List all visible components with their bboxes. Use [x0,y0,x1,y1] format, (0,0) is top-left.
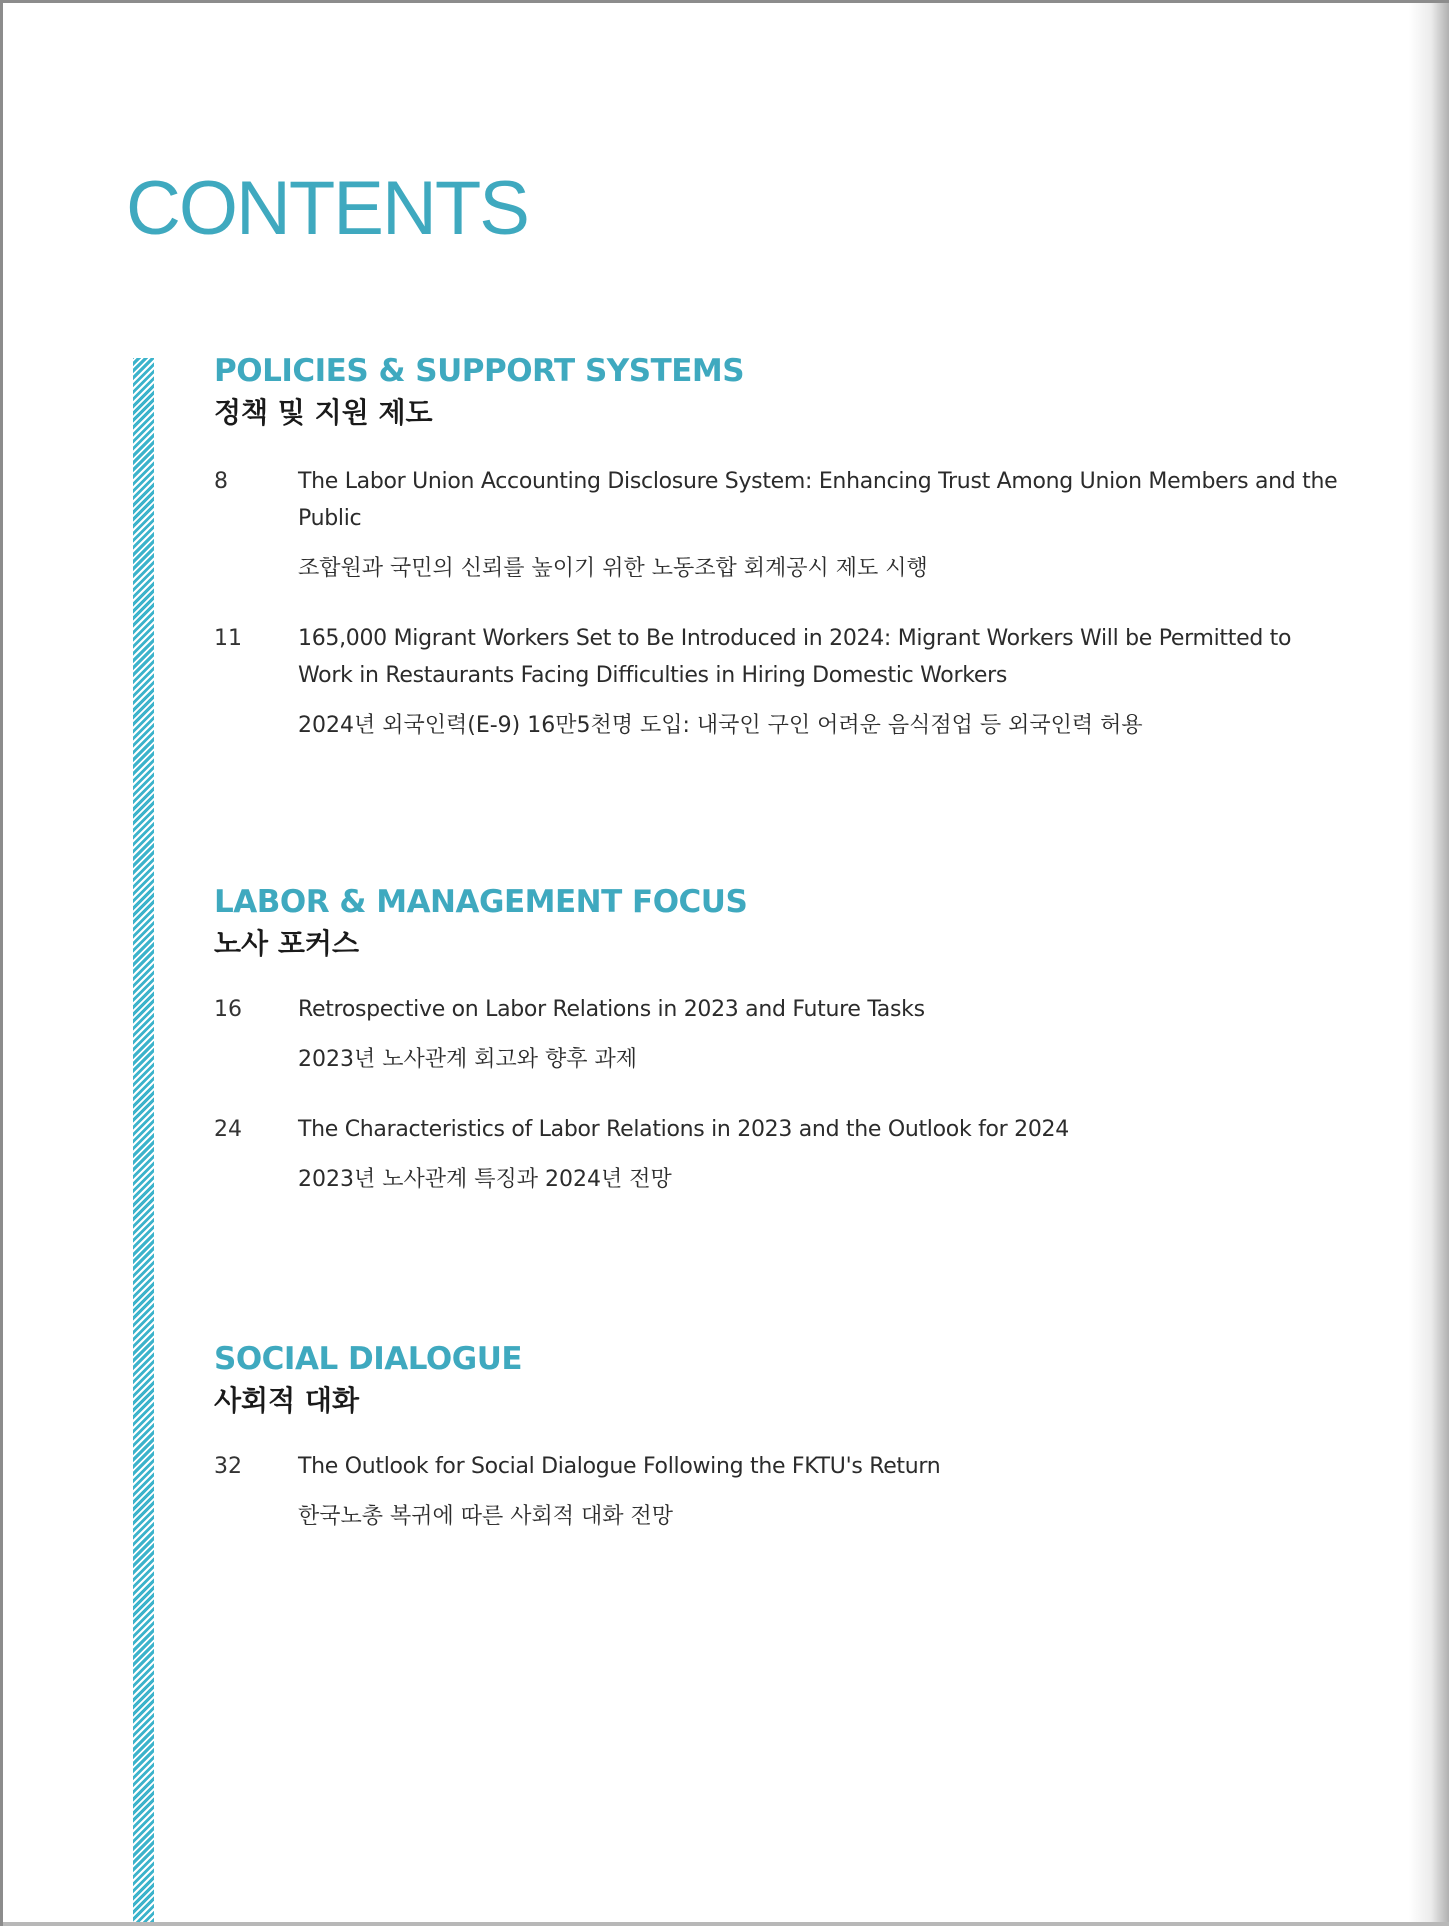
entry-korean-title: 2023년 노사관계 회고와 향후 과제 [298,1046,637,1072]
page-number: 16 [214,996,242,1022]
entry-korean-title: 2023년 노사관계 특징과 2024년 전망 [298,1166,672,1192]
entry-body [298,991,1344,1078]
entry-title: Retrospective on Labor Relations in 2023 and Future Tasks [298,996,925,1022]
decorative-stripe-bar [133,358,154,1926]
section-title: POLICIES & SUPPORT SYSTEMS [214,353,745,389]
entry-body [298,1111,1344,1198]
section-title: LABOR & MANAGEMENT FOCUS [214,884,748,920]
section-policies [214,354,1344,744]
entry-title: 165,000 Migrant Workers Set to Be Introduced in 2024: Migrant Workers Will be Permitted to Work in Restaurants Facing Difficulties in Hiring Domestic Workers [298,625,1292,688]
toc-entry[interactable] [214,620,1344,744]
toc-entry[interactable] [214,1111,1344,1198]
entry-korean-title: 한국노총 복귀에 따른 사회적 대화 전망 [298,1503,673,1529]
entry-body [298,620,1344,744]
section-labor-management [214,885,1344,1198]
toc-entry[interactable] [214,1448,1344,1535]
section-social-dialogue [214,1342,1344,1535]
entry-korean-title: 2024년 외국인력(E-9) 16만5천명 도입: 내국인 구인 어려운 음식점업 등 외국인력 허용 [298,712,1143,738]
page-edge-shadow [1409,3,1449,1926]
entry-body [298,1448,1344,1535]
page-number: 8 [214,468,228,494]
page-title: CONTENTS [126,166,528,251]
page-bottom-edge [3,1922,1449,1926]
page-number: 32 [214,1453,242,1479]
section-subtitle: 정책 및 지원 제도 [214,396,433,430]
entry-korean-title: 조합원과 국민의 신뢰를 높이기 위한 노동조합 회계공시 제도 시행 [298,555,928,581]
toc-entry[interactable] [214,463,1344,587]
page-number: 11 [214,625,242,651]
toc-entry[interactable] [214,991,1344,1078]
section-subtitle: 노사 포커스 [214,927,359,961]
section-subtitle: 사회적 대화 [214,1384,359,1418]
entry-title: The Outlook for Social Dialogue Following the FKTU's Return [298,1453,941,1479]
page-number: 24 [214,1116,242,1142]
entry-body [298,463,1344,587]
section-title: SOCIAL DIALOGUE [214,1341,523,1377]
entry-title: The Labor Union Accounting Disclosure System: Enhancing Trust Among Union Members and the Public [298,468,1338,531]
entry-title: The Characteristics of Labor Relations in 2023 and the Outlook for 2024 [298,1116,1069,1142]
